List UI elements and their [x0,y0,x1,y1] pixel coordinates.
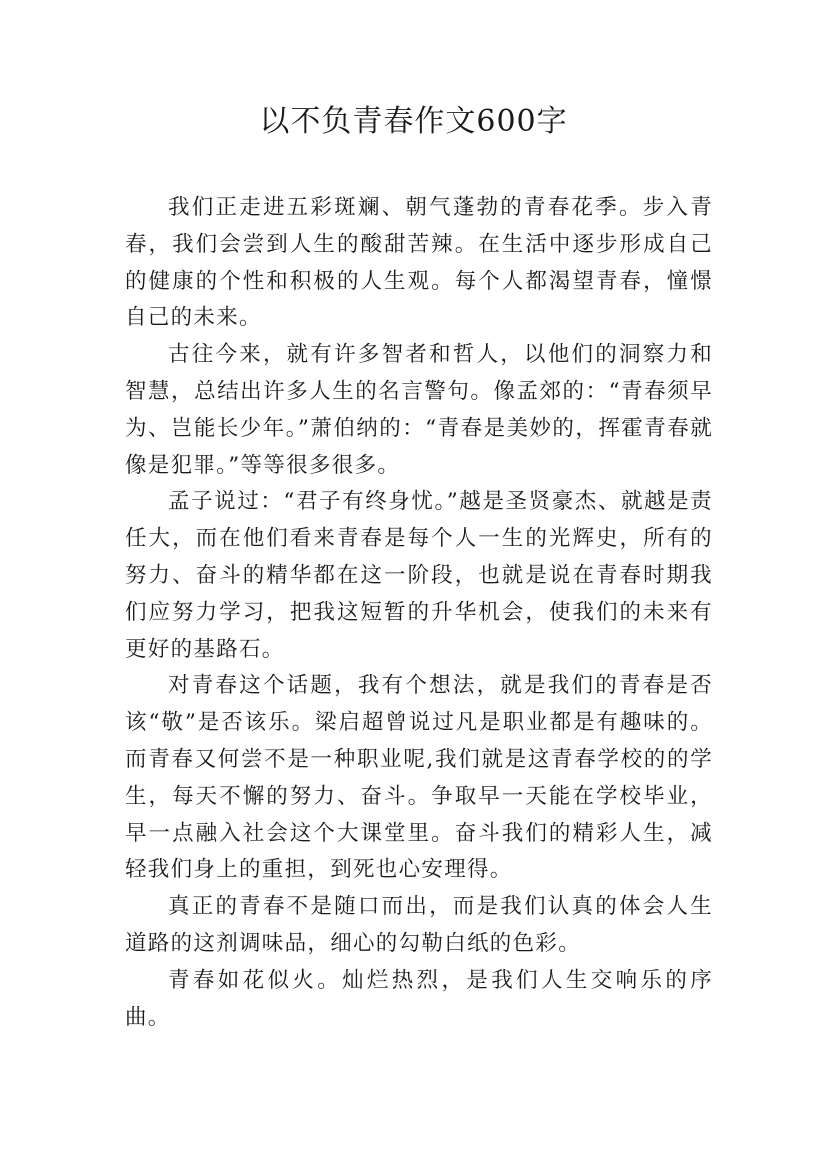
paragraph-1: 我们正走进五彩斑斓、朝气蓬勃的青春花季。步入青春，我们会尝到人生的酸甜苦辣。在生活中逐步形成自己的健康的个性和积极的人生观。每个人都渴望青春，憧憬自己的未来。 [125,195,713,331]
paragraph-3: 孟子说过：“君子有终身忧。”越是圣贤豪杰、就越是责任大，而在他们看来青春是每个人一生的光辉史，所有的努力、奋斗的精华都在这一阶段，也就是说在青春时期我们应努力学习，把我这短暂的升华机会，使我们的未来有更好的基路石。 [125,489,713,662]
document-title: 以不负青春作文600字 [259,104,568,139]
paragraph-5: 真正的青春不是随口而出，而是我们认真的体会人生道路的这剂调味品，细心的勾勒白纸的色彩。 [125,894,713,956]
essay-body [125,190,713,1036]
paragraph-2: 古往今来，就有许多智者和哲人，以他们的洞察力和智慧，总结出许多人生的名言警句。像孟郊的：“青春须早为、岂能长少年。”萧伯纳的：“青春是美妙的，挥霍青春就像是犯罪。”等等很多很多。 [125,342,713,478]
paragraph-4: 对青春这个话题，我有个想法，就是我们的青春是否该“敬”是否该乐。梁启超曾说过凡是职业都是有趣味的。而青春又何尝不是一种职业呢,我们就是这青春学校的的学生，每天不懈的努力、奋斗。争取早一天能在学校毕业，早一点融入社会这个大课堂里。奋斗我们的精彩人生，减轻我们身上的重担，到死也心安理得。 [125,673,713,883]
paragraph-6: 青春如花似火。灿烂热烈，是我们人生交响乐的序曲。 [125,967,713,1030]
